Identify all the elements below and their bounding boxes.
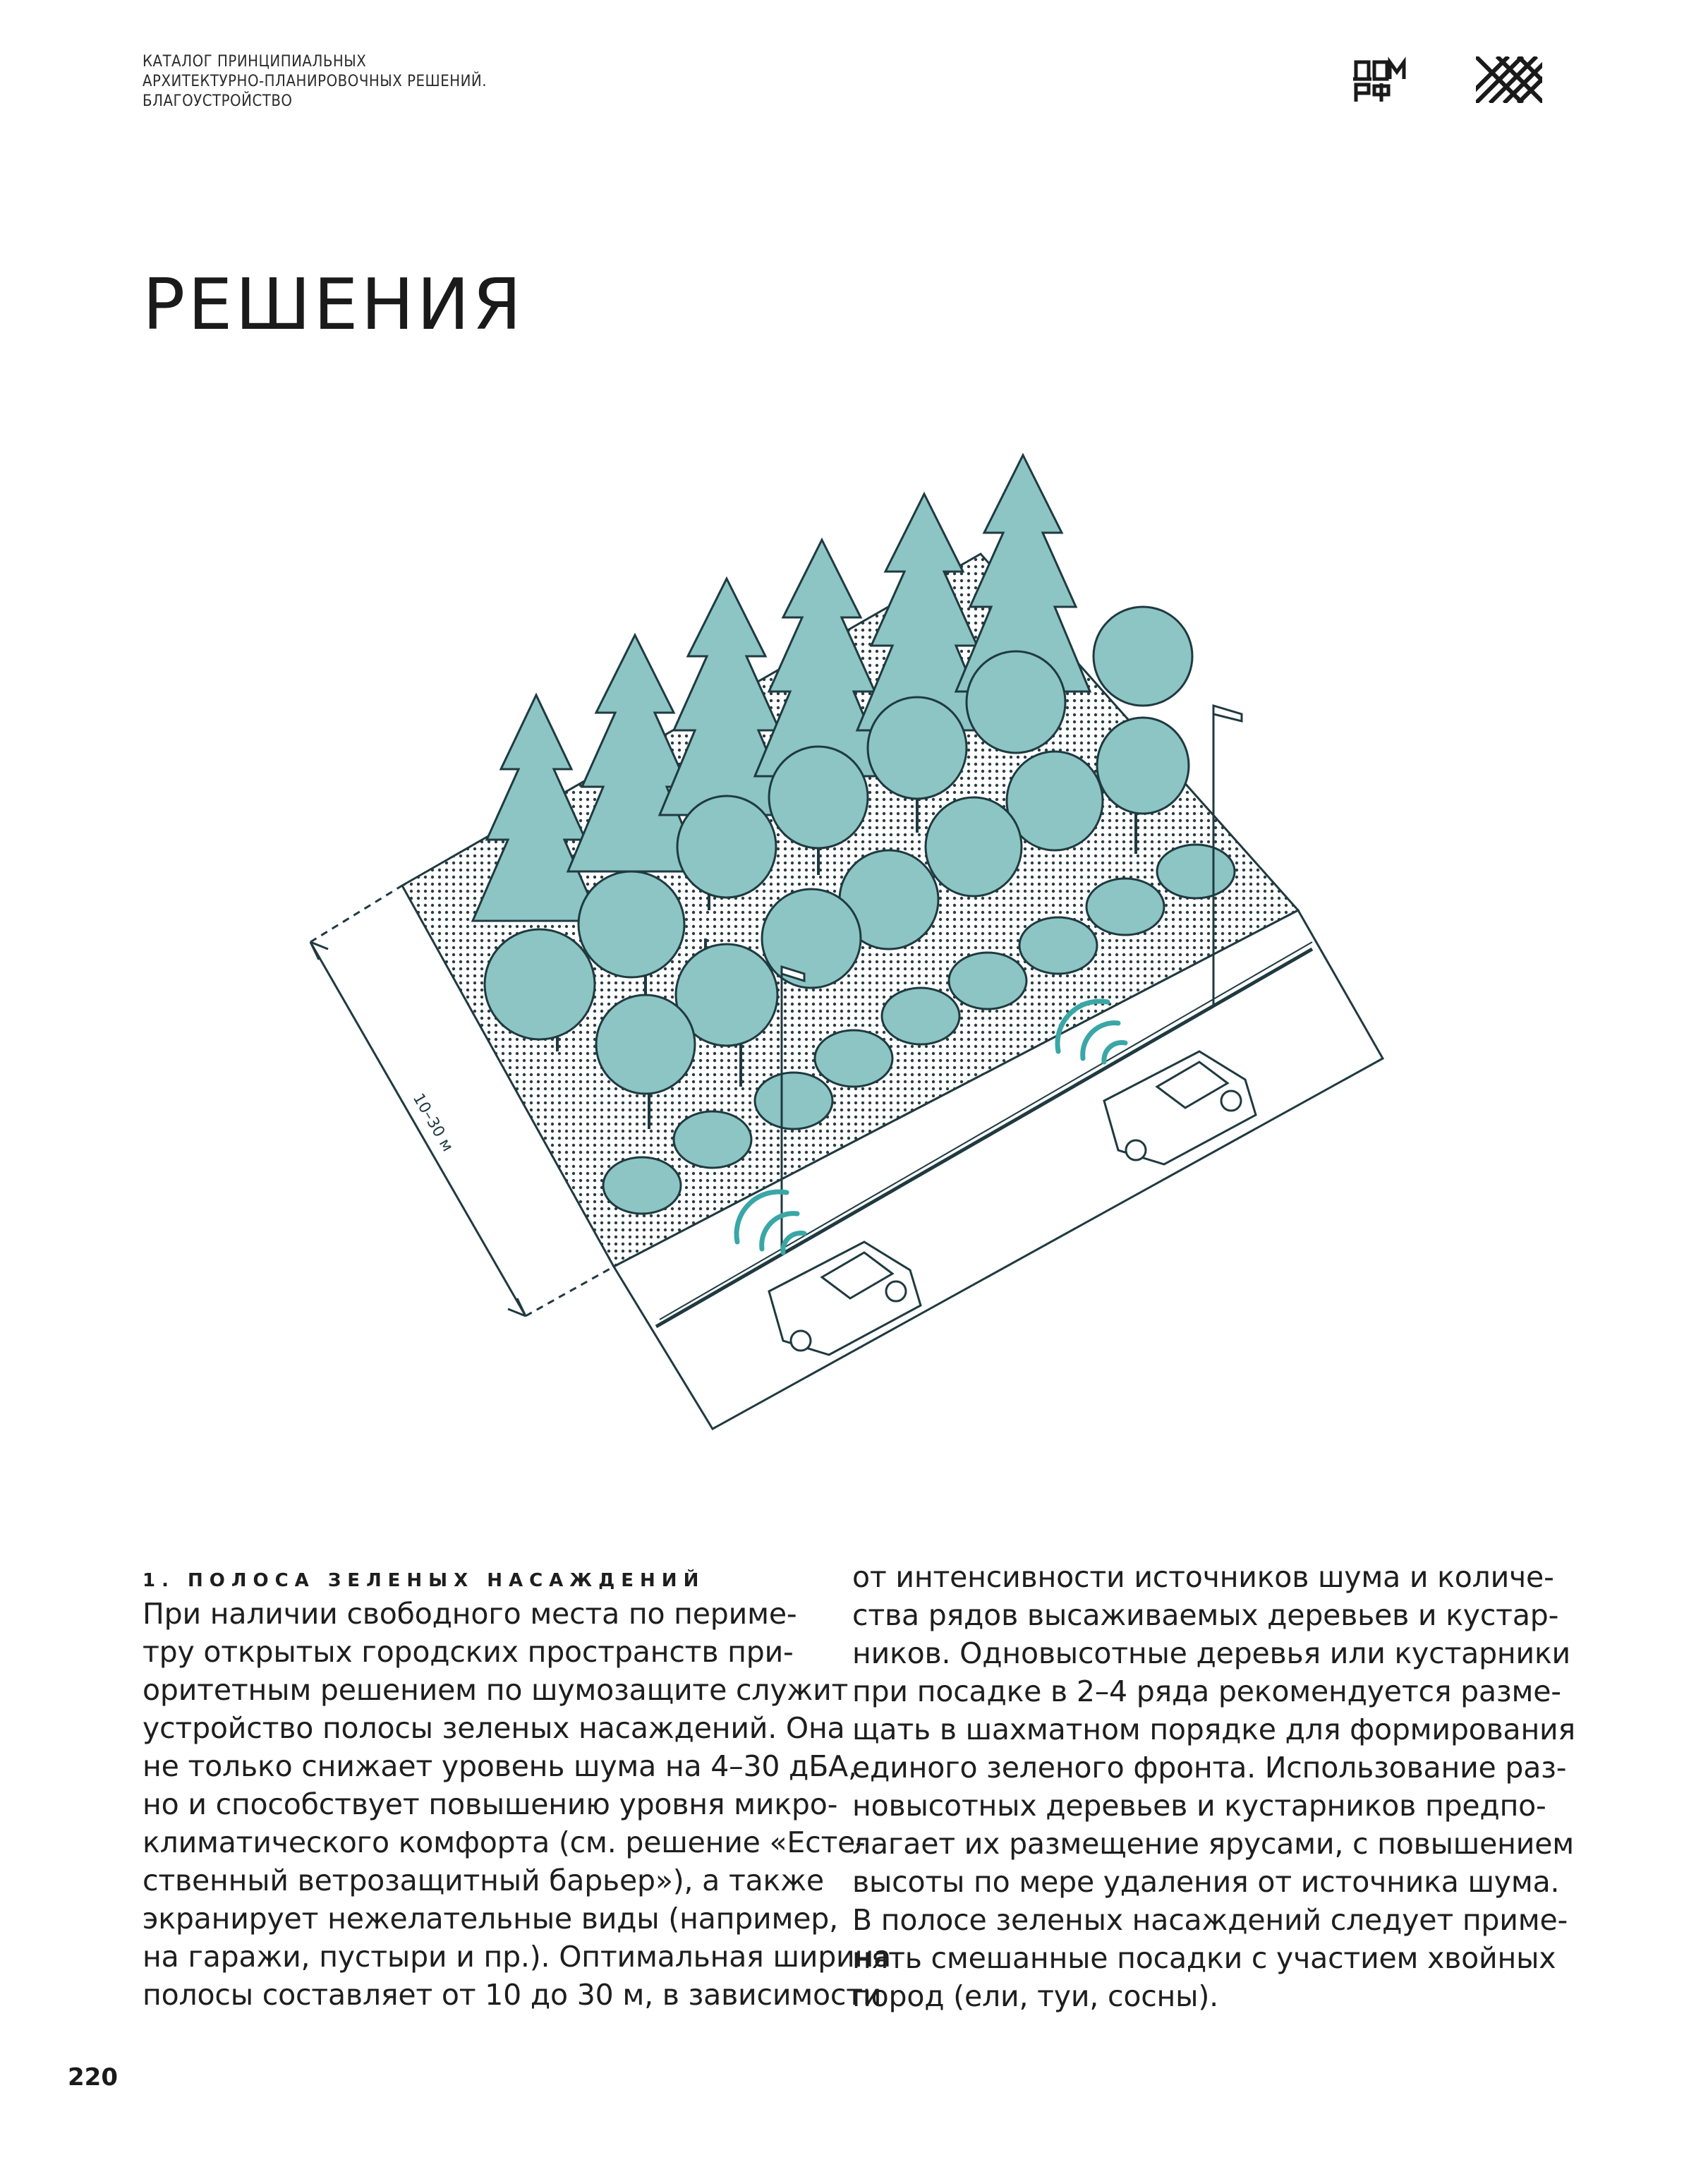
paragraph-line: лагает их размещение ярусами, с повышением <box>852 1827 1574 1861</box>
paragraph-line: новысотных деревьев и кустарников предпо- <box>852 1789 1546 1823</box>
paragraph-line: ников. Одновысотные деревья или кустарники <box>852 1636 1570 1670</box>
paragraph-line: ства рядов высаживаемых деревьев и кустар- <box>852 1598 1559 1632</box>
header-line-3: БЛАГОУСТРОЙСТВО <box>143 92 293 110</box>
dimension-label: 10–30 м <box>408 1090 456 1155</box>
deciduous-tree <box>579 871 684 977</box>
paragraph-line: при посадке в 2–4 ряда рекомендуется разме- <box>852 1674 1561 1708</box>
paragraph-line: высоты по мере удаления от источника шума. <box>852 1865 1560 1899</box>
header-line-1: КАТАЛОГ ПРИНЦИПИАЛЬНЫХ <box>143 53 367 71</box>
header-line-2: АРХИТЕКТУРНО-ПЛАНИРОВОЧНЫХ РЕШЕНИЙ. <box>143 73 487 90</box>
shrub <box>815 1030 892 1087</box>
paragraph-line: пород (ели, туи, сосны). <box>852 1979 1218 2013</box>
paragraph-line: единого зеленого фронта. Использование раз- <box>852 1751 1567 1785</box>
page-title: РЕШЕНИЯ <box>143 263 525 346</box>
shrub <box>755 1073 832 1129</box>
paragraph-line: устройство полосы зеленых насаждений. Она <box>143 1711 845 1745</box>
paragraph-line: но и способствует повышению уровня микро- <box>143 1787 838 1821</box>
shrub <box>882 988 959 1044</box>
page-number: 220 <box>68 2063 118 2091</box>
paragraph-line: климатического комфорта (см. решение «Есте- <box>143 1825 866 1859</box>
logo-text: ДОМ РФ <box>1353 56 1357 57</box>
section-heading: 1. ПОЛОСА ЗЕЛЕНЫХ НАСАЖДЕНИЙ <box>143 1570 705 1591</box>
deciduous-tree <box>967 651 1065 753</box>
text-column-right <box>852 1558 1575 2015</box>
deciduous-tree <box>868 697 967 799</box>
green-belt-illustration <box>296 452 1425 1439</box>
deciduous-tree <box>1097 718 1189 814</box>
paragraph-line: на гаражи, пустыри и пр.). Оптимальная ширина <box>143 1940 892 1974</box>
deciduous-tree <box>769 747 868 848</box>
paragraph-line: В полосе зеленых насаждений следует приме- <box>852 1903 1568 1937</box>
dom-rf-logo-icon <box>1353 56 1408 103</box>
paragraph-line: от интенсивности источников шума и количе- <box>852 1560 1554 1594</box>
deciduous-tree <box>762 889 861 988</box>
deciduous-tree <box>926 797 1022 896</box>
catalog-header <box>143 52 777 111</box>
paragraph-line: тру открытых городских пространств при- <box>143 1635 794 1669</box>
deciduous-tree <box>677 796 776 898</box>
shrub <box>1086 879 1164 935</box>
shrub <box>949 953 1026 1009</box>
paragraph-line: ственный ветрозащитный барьер»), а также <box>143 1864 824 1897</box>
paragraph-line: При наличии свободного места по периме- <box>143 1597 797 1631</box>
paragraph-line: щать в шахматном порядке для формирования <box>852 1713 1575 1746</box>
shrub <box>603 1157 681 1214</box>
paragraph-line: нять смешанные посадки с участием хвойных <box>852 1941 1556 1975</box>
deciduous-tree <box>1094 607 1192 706</box>
pattern-logo-icon <box>1476 56 1542 103</box>
deciduous-tree <box>596 995 695 1094</box>
shrub <box>1019 917 1097 974</box>
paragraph-line: экранирует нежелательные виды (например, <box>143 1902 838 1936</box>
text-column-left <box>143 1558 892 2014</box>
shrub <box>674 1111 751 1168</box>
deciduous-tree <box>485 929 595 1039</box>
paragraph-line: оритетным решением по шумозащите служит <box>143 1673 849 1707</box>
paragraph-line: полосы составляет от 10 до 30 м, в зависимости <box>143 1978 882 2012</box>
shrub <box>1157 845 1235 898</box>
paragraph-line: не только снижает уровень шума на 4–30 дБА, <box>143 1749 857 1783</box>
